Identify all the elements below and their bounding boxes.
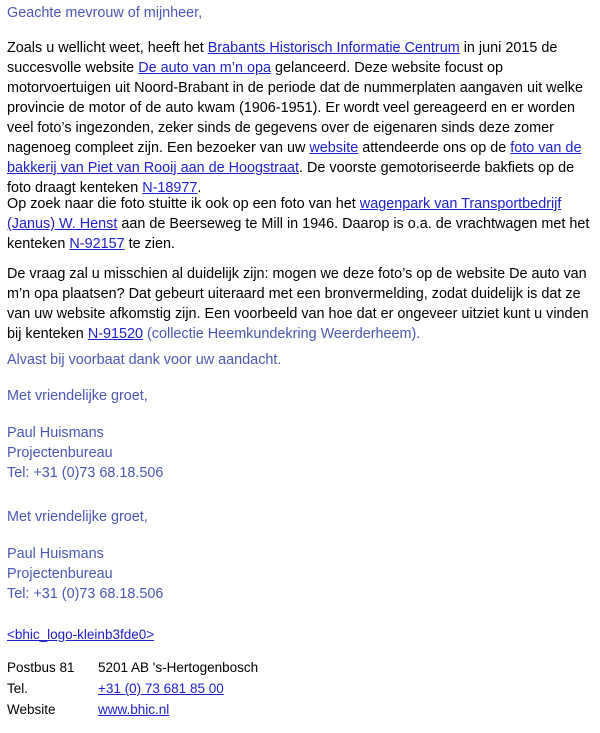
footer-value: 5201 AB 's-Hertogenbosch bbox=[98, 660, 259, 675]
link-kenteken-n-92157[interactable]: N-92157 bbox=[69, 236, 125, 252]
footer-website-link[interactable]: www.bhic.nl bbox=[98, 702, 170, 717]
greeting: Geachte mevrouw of mijnheer, bbox=[7, 5, 203, 21]
footer-label: Postbus 81 bbox=[7, 660, 75, 675]
logo-link[interactable]: <bhic_logo-kleinb3fde0> bbox=[7, 627, 155, 642]
link-wagenpark-henst[interactable]: wagenpark van Transportbedrijf (Janus) W. Henst bbox=[7, 196, 562, 232]
logo-placeholder bbox=[7, 625, 594, 645]
footer-contact bbox=[7, 657, 258, 720]
footer-label: Tel. bbox=[7, 681, 29, 696]
paragraph-wagenpark: Op zoek naar die foto stuitte ik ook op een foto van het wagenpark van Transportbedrijf (Janus) W. Henst aan de Beerseweg te Mill in 1946. Daarop is o.a. de vrachtwagen met het kenteken N-92157 te zien. bbox=[7, 196, 590, 252]
sender-department: Projectenbureau bbox=[7, 445, 113, 461]
sender-name: Paul Huismans bbox=[7, 546, 104, 562]
link-bhic[interactable]: Brabants Historisch Informatie Centrum bbox=[207, 40, 460, 56]
footer-row-tel bbox=[7, 678, 258, 699]
link-foto-bakkerij[interactable]: foto van de bakkerij van Piet van Rooij aan de Hoogstraat bbox=[7, 140, 582, 176]
closing: Met vriendelijke groet, bbox=[7, 509, 148, 525]
sender-department: Projectenbureau bbox=[7, 566, 113, 582]
footer-row-postbus bbox=[7, 657, 258, 678]
link-kenteken-n-18977[interactable]: N-18977 bbox=[142, 180, 198, 196]
footer-label: Website bbox=[7, 702, 56, 717]
link-de-auto-van-mn-opa[interactable]: De auto van m’n opa bbox=[138, 60, 271, 76]
signature-1 bbox=[7, 386, 594, 483]
sender-phone: Tel: +31 (0)73 68.18.506 bbox=[7, 586, 164, 602]
footer-row-website bbox=[7, 699, 258, 720]
sender-name: Paul Huismans bbox=[7, 425, 104, 441]
paragraph-intro: Zoals u wellicht weet, heeft het Brabants Historisch Informatie Centrum in juni 2015 de succesvolle website De auto van m’n opa gelanceerd. Deze website focust op motorvoertuigen uit Noord-Brabant in de periode dat de nummerplaten aangaven uit welke provincie de motor of de auto kwam (1906-1951). Er wordt veel gereageerd en er worden veel foto’s ingezonden, zeker sinds de gegevens over de eigenaren sinds deze zomer nagenoeg compleet zijn. Een bezoeker van uw website attendeerde ons op de foto van de bakkerij van Piet van Rooij aan de Hoogstraat. De voorste gemotoriseerde bakfiets op de foto draagt kenteken N-18977. bbox=[7, 40, 583, 196]
signature-2 bbox=[7, 507, 594, 604]
link-website[interactable]: website bbox=[309, 140, 359, 156]
thanks-text: Alvast bij voorbaat dank voor uw aandacht. bbox=[7, 352, 282, 368]
closing: Met vriendelijke groet, bbox=[7, 388, 148, 404]
footer-phone-link[interactable]: +31 (0) 73 681 85 00 bbox=[98, 681, 224, 696]
paragraph-question: De vraag zal u misschien al duidelijk zijn: mogen we deze foto’s op de website De auto van m’n opa plaatsen? Dat gebeurt uiteraard met een bronvermelding, zodat duidelijk is dat ze van uw website afkomstig zijn. Een voorbeeld van hoe dat er ongeveer uitziet kunt u vinden bij kenteken N-91520 (collectie Heemkundekring Weerderheem). bbox=[7, 266, 589, 342]
link-kenteken-n-91520[interactable]: N-91520 bbox=[87, 326, 144, 342]
sender-phone: Tel: +31 (0)73 68.18.506 bbox=[7, 465, 164, 481]
